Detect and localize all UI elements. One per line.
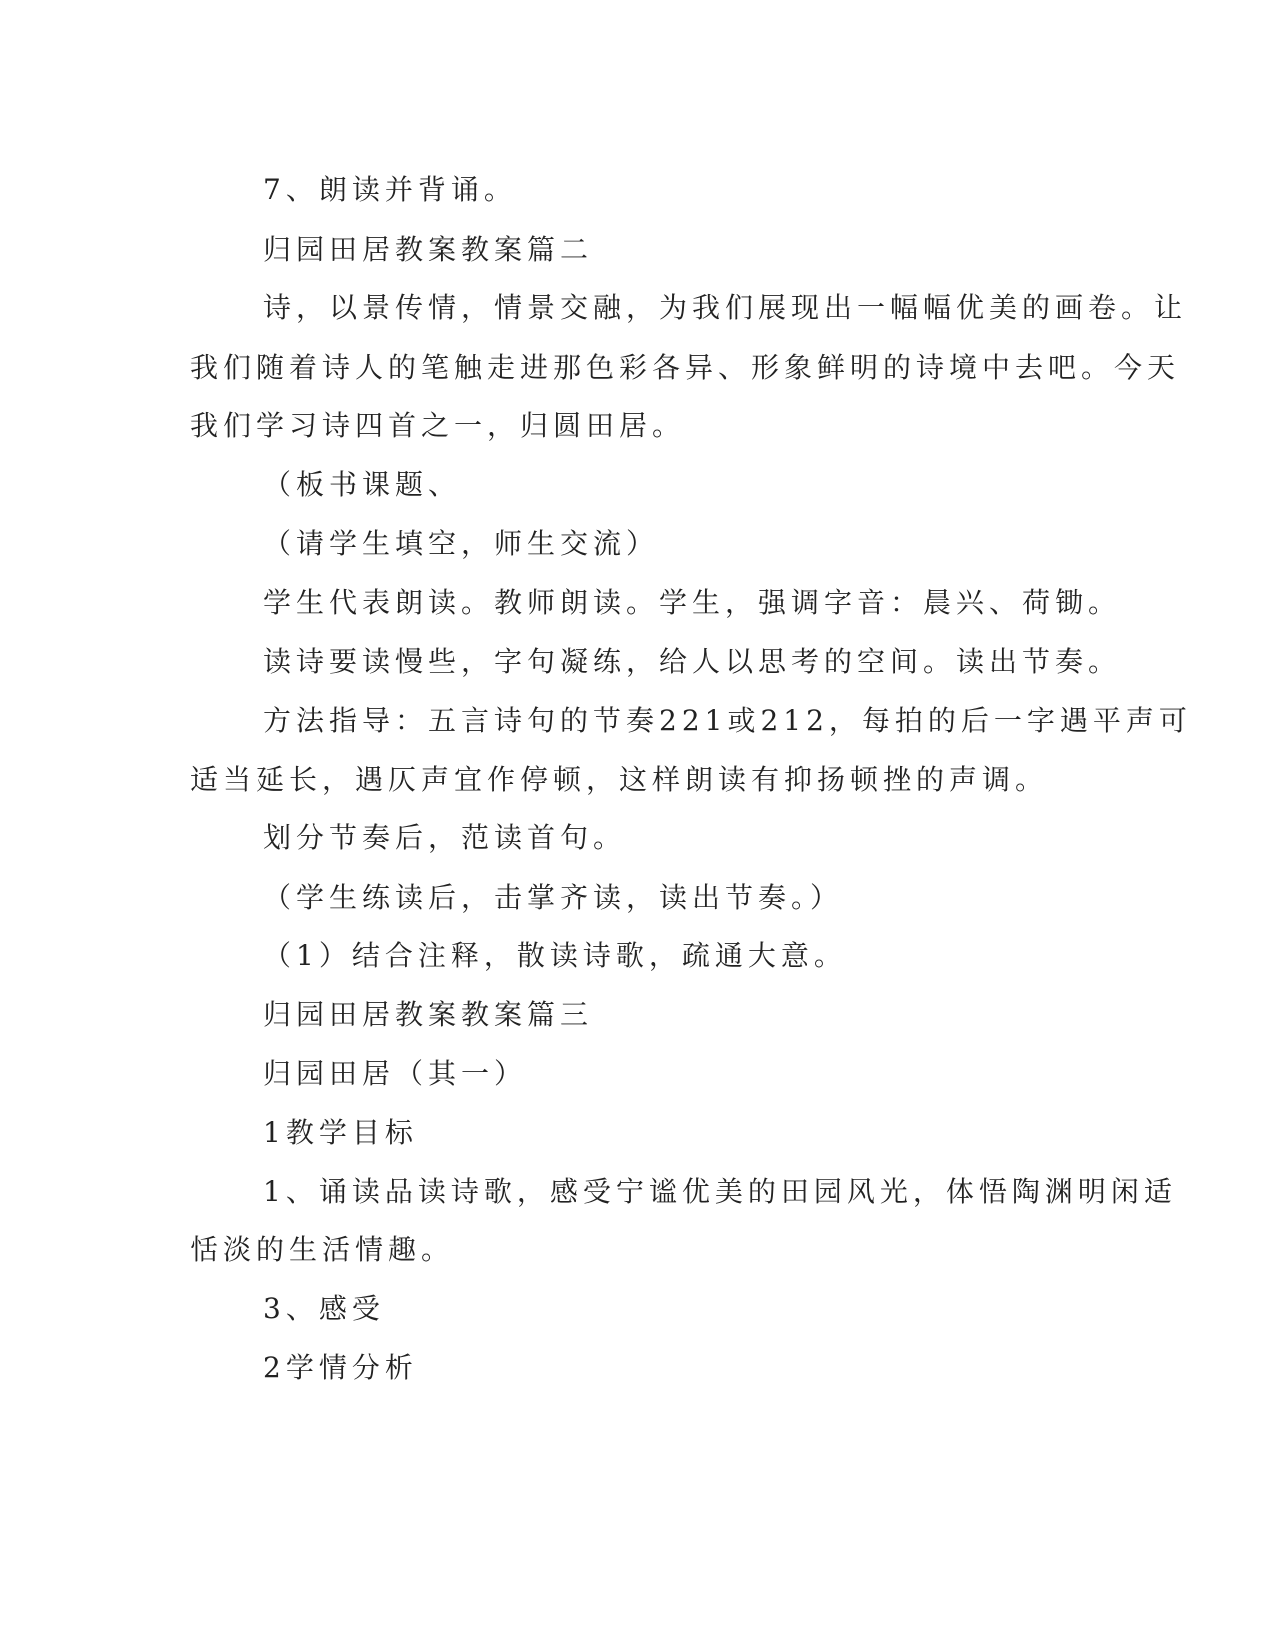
paragraph-line: 适当延长，遇仄声宜作停顿，这样朗读有抑扬顿挫的声调。 [190, 763, 1049, 796]
text-line: （板书课题、 [263, 468, 462, 501]
paragraph-line: 诗，以景传情，情景交融，为我们展现出一幅幅优美的画卷。让 [263, 291, 1188, 324]
paragraph-line: 方法指导：五言诗句的节奏221或212，每拍的后一字遇平声可 [263, 704, 1192, 737]
text-line: 划分节奏后，范读首句。 [263, 821, 627, 854]
section-heading: 归园田居教案教案篇二 [263, 233, 594, 266]
paragraph-line: 1、诵读品读诗歌，感受宁谧优美的田园风光，体悟陶渊明闲适 [263, 1175, 1177, 1208]
text-line: （1）结合注释，散读诗歌，疏通大意。 [263, 939, 847, 972]
section-heading: 1教学目标 [263, 1116, 418, 1149]
text-line: 读诗要读慢些，字句凝练，给人以思考的空间。读出节奏。 [263, 645, 1122, 678]
paragraph-line: 恬淡的生活情趣。 [190, 1233, 455, 1266]
text-line: （学生练读后，击掌齐读，读出节奏。） [263, 881, 844, 914]
text-line: 3、感受 [263, 1292, 385, 1325]
section-heading: 2学情分析 [263, 1351, 418, 1384]
paragraph-line: 我们随着诗人的笔触走进那色彩各异、形象鲜明的诗境中去吧。今天 [190, 351, 1181, 384]
section-heading: 归园田居（其一） [263, 1057, 528, 1090]
paragraph-line: 我们学习诗四首之一，归圆田居。 [190, 409, 686, 442]
text-line: 7、朗读并背诵。 [263, 173, 517, 206]
text-line: （请学生填空，师生交流） [263, 527, 660, 560]
section-heading: 归园田居教案教案篇三 [263, 998, 594, 1031]
text-line: 学生代表朗读。教师朗读。学生，强调字音：晨兴、荷锄。 [263, 586, 1122, 619]
